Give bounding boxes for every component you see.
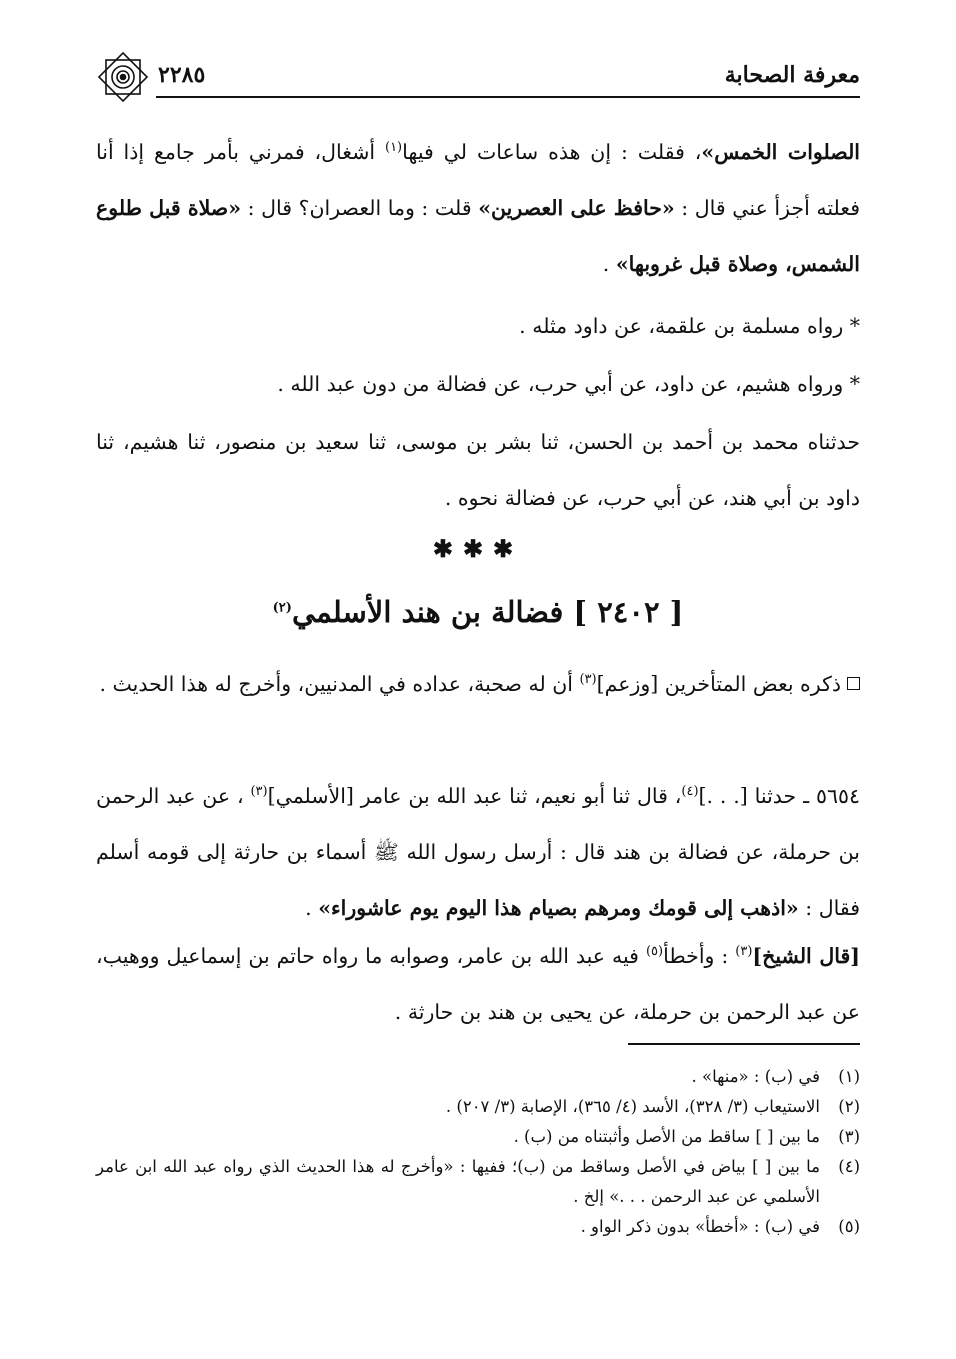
footnote-text: ما بين [ ] بياض في الأصل وساقط من (ب)؛ ففيها : «وأخرج له هذا الحديث الذي رواه عبد الله ابن عامر الأسلمي عن عبد الرحمن . . .» إلخ .	[96, 1157, 820, 1206]
footnote-item	[96, 1152, 860, 1212]
footnote-number: (٥)	[838, 1217, 860, 1236]
square-marker-icon	[847, 677, 860, 690]
p7-text-1: : وأخطأ	[663, 944, 736, 968]
footnote-ref-4: (٤)	[681, 784, 699, 800]
p1-text-4: .	[602, 252, 616, 276]
footnote-text: في (ب) : «منها» .	[691, 1067, 820, 1086]
paragraph-3	[96, 356, 860, 412]
footnote-ref-5: (٥)	[645, 944, 664, 960]
p7-bold: [قال الشيخ]	[752, 944, 860, 968]
footnote-text: الاستيعاب (٣/ ٣٢٨)، الأسد (٤/ ٣٦٥)، الإصابة (٣/ ٢٠٧) .	[445, 1097, 820, 1116]
p7-text-2: فيه عبد الله بن عامر، وصوابه ما رواه حاتم بن إسماعيل ووهيب، عن عبد الرحمن بن حرملة، عن يحيى بن هند بن حارثة .	[96, 944, 860, 1024]
footnote-ref-1: (١)	[384, 140, 403, 156]
p4-text: حدثناه محمد بن أحمد بن الحسن، ثنا بشر بن موسى، ثنا سعيد بن منصور، ثنا هشيم، ثنا داود بن أبي هند، عن أبي حرب، عن فضالة نحوه .	[96, 430, 860, 510]
p6-text-2: ، قال ثنا أبو نعيم، ثنا عبد الله بن عامر [الأسلمي]	[267, 784, 682, 808]
header-rule	[156, 96, 860, 98]
p6-text-1: ٥٦٥٤ ـ حدثنا [. . .]	[698, 784, 860, 808]
p3-text: * ورواه هشيم، عن داود، عن أبي حرب، عن فضالة من دون عبد الله .	[277, 372, 860, 396]
paragraph-7	[96, 928, 860, 1040]
footnotes	[96, 1062, 860, 1242]
paragraph-5	[96, 656, 860, 712]
p6-bold-quote: «اذهب إلى قومك ومرهم بصيام هذا اليوم يوم عاشوراء»	[318, 896, 799, 920]
p5-text-2: أن له صحبة، عداده في المدنيين، وأخرج له هذا الحديث .	[99, 672, 580, 696]
p6-text-4: .	[305, 896, 319, 920]
section-separator-stars: ✱✱✱	[432, 534, 524, 563]
p6-text-3: ، عن عبد الرحمن بن حرملة، عن فضالة بن هند قال : أرسل رسول الله ﷺ أسماء بن حارثة إلى قومه أسلم فقال :	[96, 784, 860, 920]
footnote-ref-3a: (٣)	[579, 672, 597, 688]
p5-text-1: ذكره بعض المتأخرين [وزعم]	[596, 672, 841, 696]
footnote-ref-3b: (٣)	[250, 784, 268, 800]
footnote-ref-3c: (٣)	[735, 944, 753, 960]
paragraph-6-hadith	[96, 768, 860, 936]
paragraph-4	[96, 414, 860, 526]
footnote-text: في (ب) : «أخطأ» بدون ذكر الواو .	[580, 1217, 820, 1236]
heading-footnote-ref: (٢)	[272, 600, 292, 616]
footnote-item	[96, 1212, 860, 1242]
footnote-item	[96, 1122, 860, 1152]
p1-bold-mid: «حافظ على العصرين»	[478, 196, 675, 220]
heading-text: [ ٢٤٠٢ ] فضالة بن هند الأسلمي	[291, 595, 684, 629]
p2-text: * رواه مسلمة بن علقمة، عن داود مثله .	[519, 314, 860, 338]
footnote-text: ما بين [ ] ساقط من الأصل وأثبتناه من (ب) .	[513, 1127, 820, 1146]
page-number: ٢٢٨٥	[158, 62, 206, 88]
p1-text-2: أشغال، فمرني بأمر جامع إذا أنا فعلته أجزأ عني قال :	[96, 140, 860, 220]
p1-text-1: ، فقلت : إن هذه ساعات لي فيها	[402, 140, 702, 164]
p1-bold-start: الصلوات الخمس»	[701, 140, 861, 164]
footnote-item	[96, 1092, 860, 1122]
paragraph-1	[96, 124, 860, 292]
p1-text-3: قلت : وما العصران؟ قال :	[241, 196, 479, 220]
footnote-number: (٤)	[838, 1157, 860, 1176]
footnote-number: (٣)	[838, 1127, 860, 1146]
p1-bold-end: «صلاة قبل طلوع الشمس، وصلاة قبل غروبها»	[96, 196, 860, 276]
star-ornament-icon	[96, 50, 150, 104]
footnote-number: (١)	[838, 1067, 860, 1086]
footnote-item	[96, 1062, 860, 1092]
header-title: معرفة الصحابة	[724, 62, 860, 88]
footnote-separator	[628, 1043, 860, 1045]
footnote-number: (٢)	[838, 1097, 860, 1116]
section-heading	[96, 586, 860, 638]
running-header	[96, 50, 860, 98]
paragraph-2	[96, 298, 860, 354]
